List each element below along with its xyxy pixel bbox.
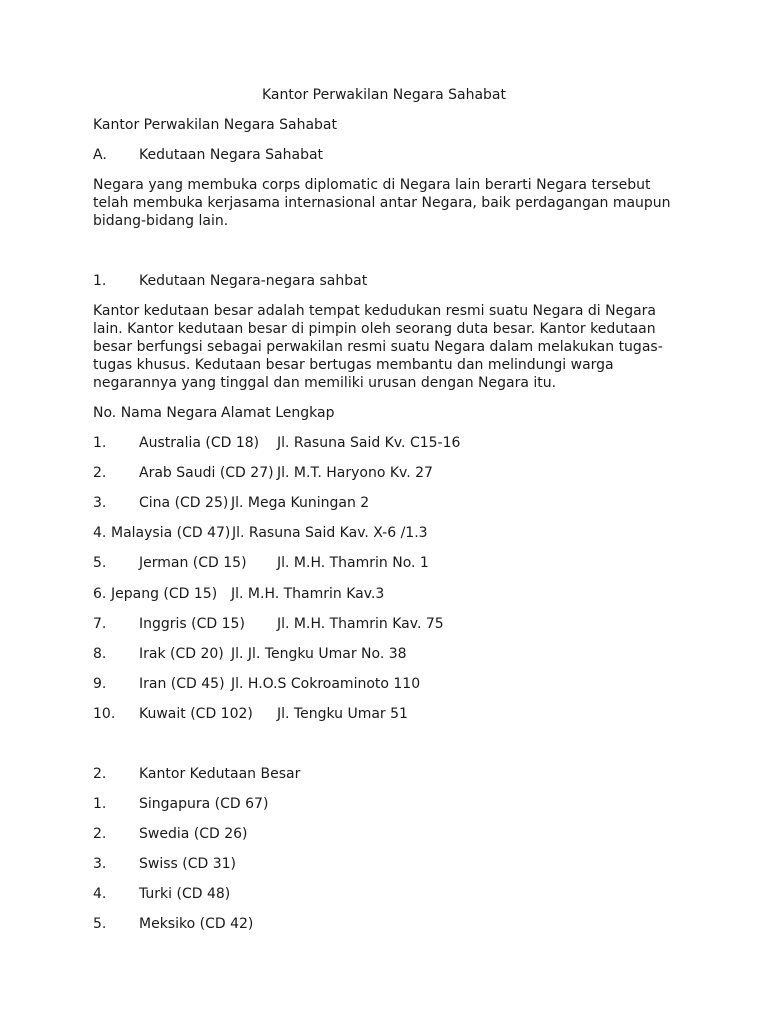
- list-item-name: Iran (CD 45): [139, 676, 225, 692]
- list-item-address: Jl. Mega Kuningan 2: [231, 495, 370, 511]
- document-title: Kantor Perwakilan Negara Sahabat: [262, 87, 506, 103]
- list-item-number: 2.: [93, 465, 107, 481]
- list-item-number: 4.: [93, 525, 107, 541]
- list-item-name: Australia (CD 18): [139, 435, 260, 451]
- list-item-name: Malaysia (CD 47): [111, 525, 231, 541]
- list-item-address: Jl. Rasuna Said Kv. C15-16: [277, 435, 461, 451]
- table-header: [93, 404, 334, 422]
- list-item-name: Inggris (CD 15): [139, 616, 245, 632]
- list-item-address: Jl. H.O.S Cokroaminoto 110: [231, 676, 421, 692]
- section-a-label: Kedutaan Negara Sahabat: [139, 147, 324, 163]
- list-item-name: Jerman (CD 15): [139, 555, 247, 571]
- list-item-number: 6.: [93, 586, 107, 602]
- list-item-number: 2.: [93, 826, 107, 842]
- section-2-number: 2.: [93, 766, 107, 782]
- list-item-address: Jl. Jl. Tengku Umar No. 38: [231, 646, 407, 662]
- list-item-name: Swedia (CD 26): [139, 826, 248, 842]
- list-item-name: Kuwait (CD 102): [139, 706, 253, 722]
- list-item-name: Jepang (CD 15): [111, 586, 218, 602]
- list-item-number: 5.: [93, 555, 107, 571]
- list-item-name: Cina (CD 25): [139, 495, 229, 511]
- list-item-number: 10.: [93, 706, 116, 722]
- list-item-number: 7.: [93, 616, 107, 632]
- list-item-number: 5.: [93, 916, 107, 932]
- table-header-text: No. Nama Negara Alamat Lengkap: [93, 405, 335, 421]
- section-a-number: A.: [93, 147, 107, 163]
- list-item-number: 9.: [93, 676, 107, 692]
- list-item-address: Jl. Rasuna Said Kav. X-6 /1.3: [232, 525, 428, 541]
- list-item-name: Singapura (CD 67): [139, 796, 269, 812]
- list-item-address: Jl. Tengku Umar 51: [277, 706, 408, 722]
- list-item-address: Jl. M.H. Thamrin No. 1: [277, 555, 429, 571]
- list-item-name: Arab Saudi (CD 27): [139, 465, 274, 481]
- list-item-name: Irak (CD 20): [139, 646, 224, 662]
- document-subtitle: Kantor Perwakilan Negara Sahabat: [93, 117, 337, 133]
- intro-paragraph: Negara yang membuka corps diplomatic di Negara lain berarti Negara tersebut telah membuka kerjasama internasional antar Negara, baik perdagangan maupun bidang-bidang lain.: [93, 177, 671, 229]
- embassy-paragraph: Kantor kedutaan besar adalah tempat kedudukan resmi suatu Negara di Negara lain. Kantor kedutaan besar di pimpin oleh seorang duta besar. Kantor kedutaan besar berfungsi sebagai perwakilan resmi suatu Negara dalam melakukan tugas-tugas khusus. Kedutaan besar bertugas membantu dan melindungi warga negarannya yang tinggal dan memiliki urusan dengan Negara itu.: [93, 303, 663, 391]
- list-item-number: 1.: [93, 796, 107, 812]
- section-1-label: Kedutaan Negara-negara sahbat: [139, 273, 368, 289]
- list-item-name: Turki (CD 48): [139, 886, 231, 902]
- list-item-number: 8.: [93, 646, 107, 662]
- section-1-number: 1.: [93, 273, 107, 289]
- section-2-label: Kantor Kedutaan Besar: [139, 766, 301, 782]
- list-item-address: Jl. M.T. Haryono Kv. 27: [277, 465, 433, 481]
- list-item-number: 4.: [93, 886, 107, 902]
- list-item-number: 3.: [93, 495, 107, 511]
- list-item-number: 3.: [93, 856, 107, 872]
- list-item-number: 1.: [93, 435, 107, 451]
- list-item-address: Jl. M.H. Thamrin Kav.3: [231, 586, 385, 602]
- list-item-address: Jl. M.H. Thamrin Kav. 75: [277, 616, 444, 632]
- list-item-name: Swiss (CD 31): [139, 856, 237, 872]
- list-item-name: Meksiko (CD 42): [139, 916, 254, 932]
